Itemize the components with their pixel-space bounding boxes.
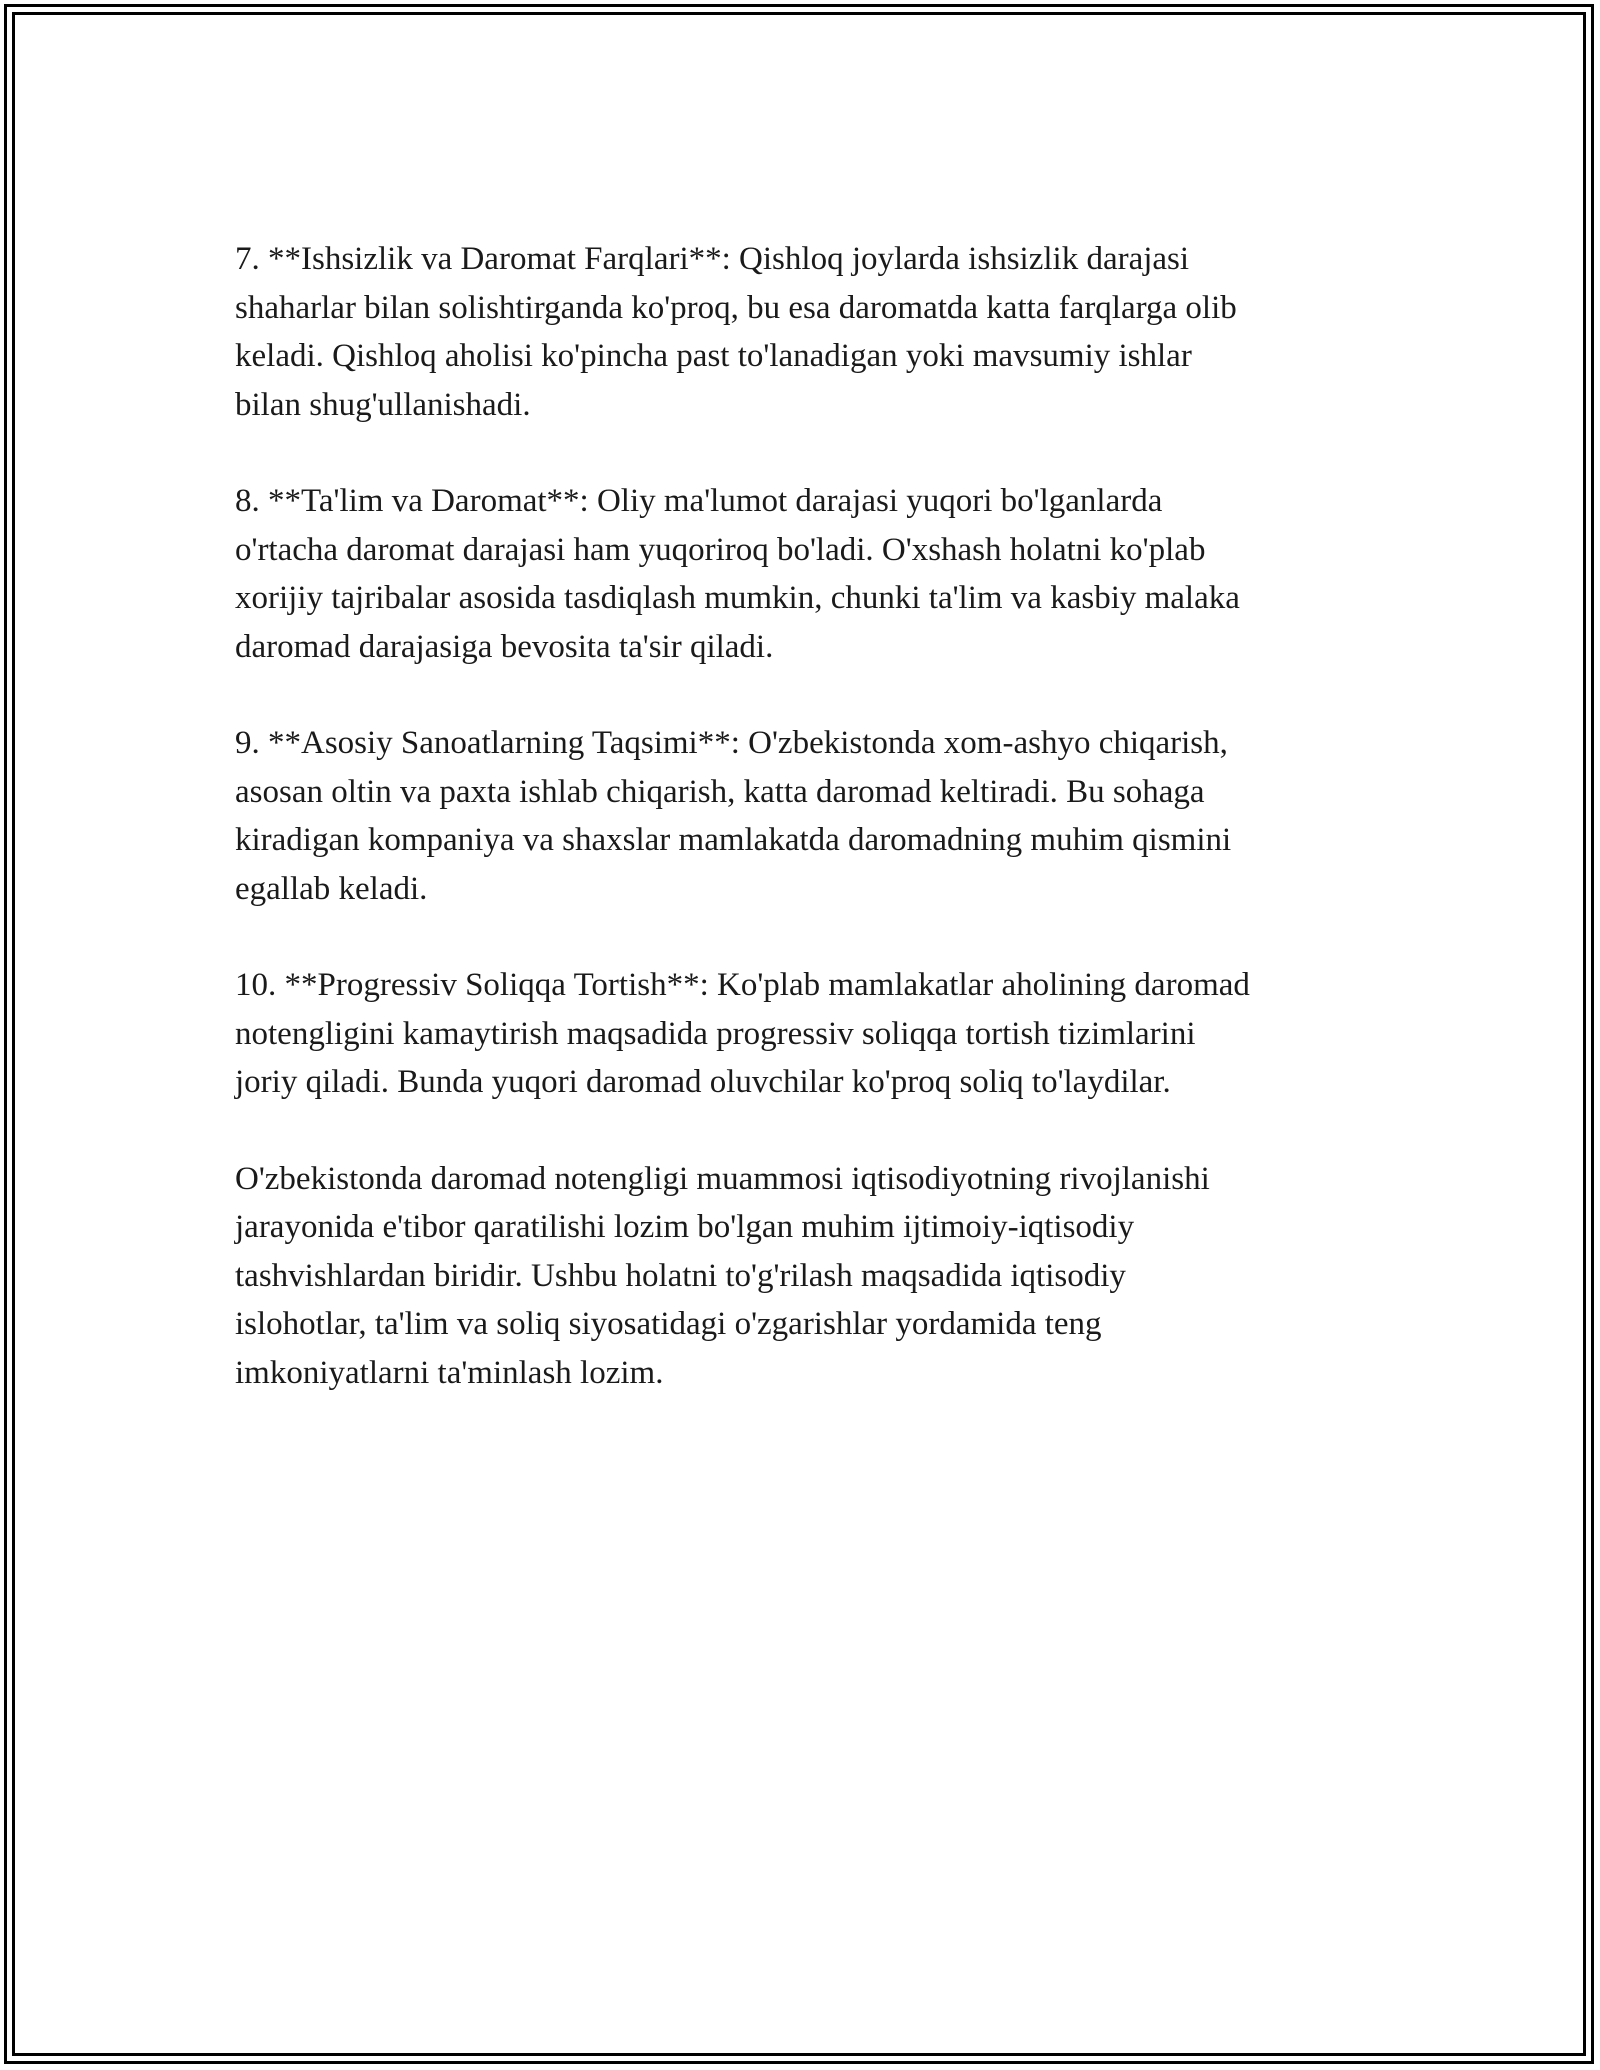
- text-line: 9. **Asosiy Sanoatlarning Taqsimi**: O'zbekistonda xom-ashyo chiqarish,: [235, 725, 1228, 761]
- text-line: bilan shug'ullanishadi.: [235, 386, 531, 423]
- paragraph-conclusion: [235, 1155, 1375, 1398]
- text-line: 8. **Ta'lim va Daromat**: Oliy ma'lumot darajasi yuqori bo'lganlarda: [235, 483, 1163, 519]
- paragraph-industry-distribution: [235, 719, 1375, 913]
- text-line: keladi. Qishloq aholisi ko'pincha past to'lanadigan yoki mavsumiy ishlar: [235, 338, 1192, 374]
- text-line: tashvishlardan biridir. Ushbu holatni to'g'rilash maqsadida iqtisodiy: [235, 1257, 1126, 1294]
- text-line: egallab keladi.: [235, 870, 428, 907]
- text-line: xorijiy tajribalar asosida tasdiqlash mumkin, chunki ta'lim va kasbiy malaka: [235, 580, 1240, 616]
- text-line: o'rtacha daromat darajasi ham yuqoriroq bo'ladi. O'xshash holatni ko'plab: [235, 531, 1206, 568]
- text-line: jarayonida e'tibor qaratilishi lozim bo'lgan muhim ijtimoiy-iqtisodiy: [235, 1209, 1135, 1245]
- paragraph-unemployment-income: [235, 235, 1375, 429]
- text-line: shaharlar bilan solishtirganda ko'proq, bu esa daromatda katta farqlarga olib: [235, 289, 1237, 326]
- text-line: 10. **Progressiv Soliqqa Tortish**: Ko'plab mamlakatlar aholining daromad: [235, 967, 1250, 1003]
- text-line: imkoniyatlarni ta'minlash lozim.: [235, 1354, 664, 1391]
- text-line: notengligini kamaytirish maqsadida progressiv soliqqa tortish tizimlarini: [235, 1015, 1196, 1052]
- text-line: joriy qiladi. Bunda yuqori daromad oluvchilar ko'proq soliq to'laydilar.: [235, 1064, 1171, 1100]
- text-line: 7. **Ishsizlik va Daromat Farqlari**: Qishloq joylarda ishsizlik darajasi: [235, 241, 1190, 277]
- paragraph-progressive-tax: [235, 961, 1375, 1107]
- document-body: [235, 235, 1375, 1445]
- text-line: O'zbekistonda daromad notengligi muammosi iqtisodiyotning rivojlanishi: [235, 1160, 1210, 1197]
- text-line: kiradigan kompaniya va shaxslar mamlakatda daromadning muhim qismini: [235, 822, 1232, 858]
- text-line: islohotlar, ta'lim va soliq siyosatidagi o'zgarishlar yordamida teng: [235, 1306, 1102, 1342]
- paragraph-education-income: [235, 477, 1375, 671]
- text-line: daromad darajasiga bevosita ta'sir qiladi.: [235, 628, 774, 665]
- text-line: asosan oltin va paxta ishlab chiqarish, katta daromad keltiradi. Bu sohaga: [235, 773, 1205, 810]
